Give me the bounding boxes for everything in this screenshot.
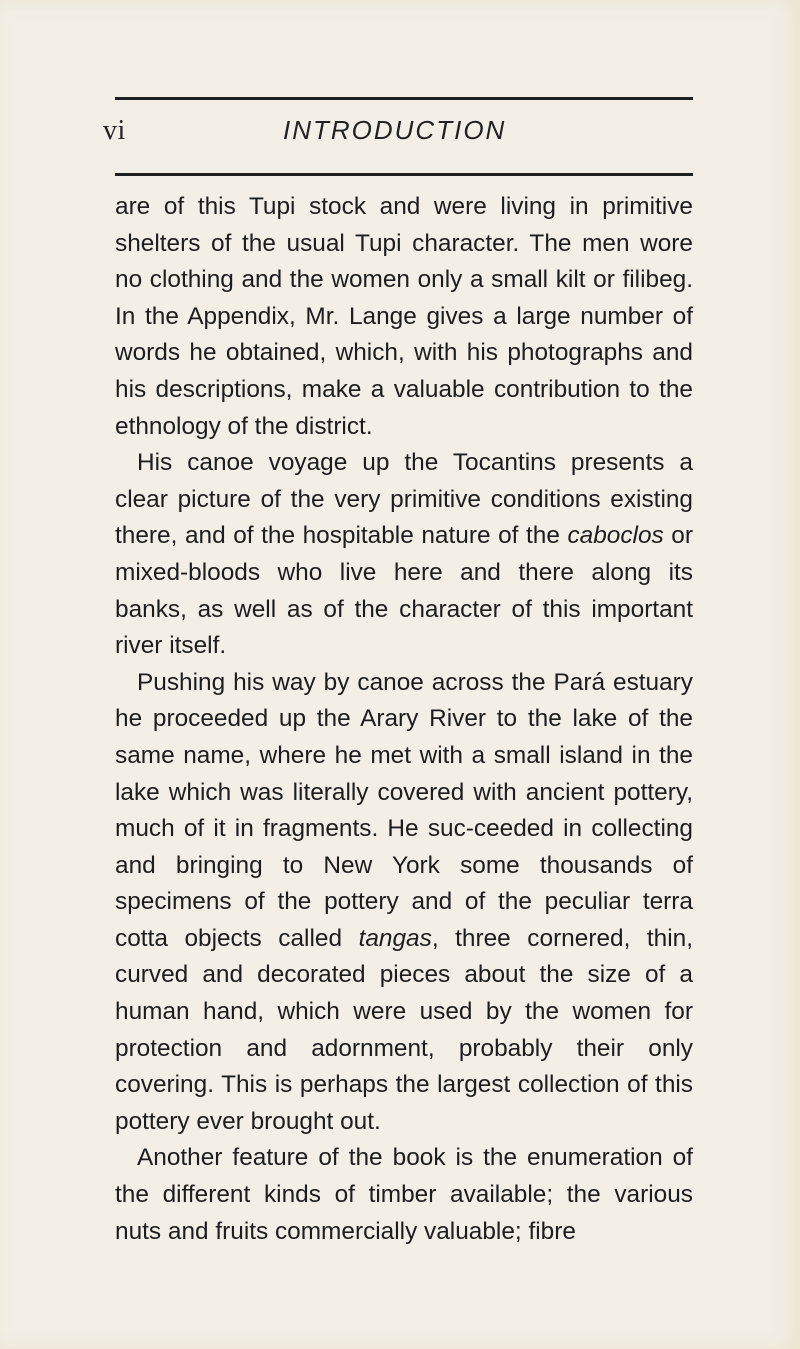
page-number: vi xyxy=(103,115,126,146)
paragraph-3 xyxy=(115,665,693,1141)
paragraph-text: or mixed-bloods who live here and there along its banks, as well as of the character of this important river itself. xyxy=(115,522,693,660)
paragraph-1 xyxy=(115,189,693,445)
paragraph-text: His canoe voyage up the Tocantins presents a clear picture of the very primitive conditions existing there, and of the hospitable nature of the xyxy=(115,449,693,550)
paragraph-text: Another feature of the book is the enumeration of the different kinds of timber available; the various nuts and fruits commercially valuable; fibre xyxy=(115,1144,693,1245)
italic-term-tangas: tangas xyxy=(358,924,432,952)
paragraph-text: Pushing his way by canoe across the Pará estuary he proceeded up the Arary River to the lake of the same name, where he met with a small island in the lake which was literally covered with ancient pottery, much of it in fragments. He suc-ceeded in collecting and bringing to New York some thousands of specimens of the pottery and of the peculiar terra cotta objects called xyxy=(115,668,693,952)
italic-term-caboclos: caboclos xyxy=(567,522,664,550)
paragraph-2 xyxy=(115,445,693,665)
paragraph-text: , three cornered, thin, curved and decorated pieces about the size of a human hand, which were used by the women for protection and adornment, probably their only covering. This is perhaps the largest collection of this pottery ever brought out. xyxy=(115,924,694,1135)
paragraph-4 xyxy=(115,1140,693,1250)
header-top-rule xyxy=(115,97,693,100)
body-text xyxy=(115,189,693,1250)
header-bottom-rule xyxy=(115,173,693,176)
paragraph-text: are of this Tupi stock and were living in primitive shelters of the usual Tupi character. The men wore no clothing and the women only a small kilt or filibeg. In the Appendix, Mr. Lange gives a large number of words he obtained, which, with his photographs and his descriptions, make a valuable contribution to the ethnology of the district. xyxy=(115,193,693,440)
running-head: INTRODUCTION xyxy=(283,115,507,145)
